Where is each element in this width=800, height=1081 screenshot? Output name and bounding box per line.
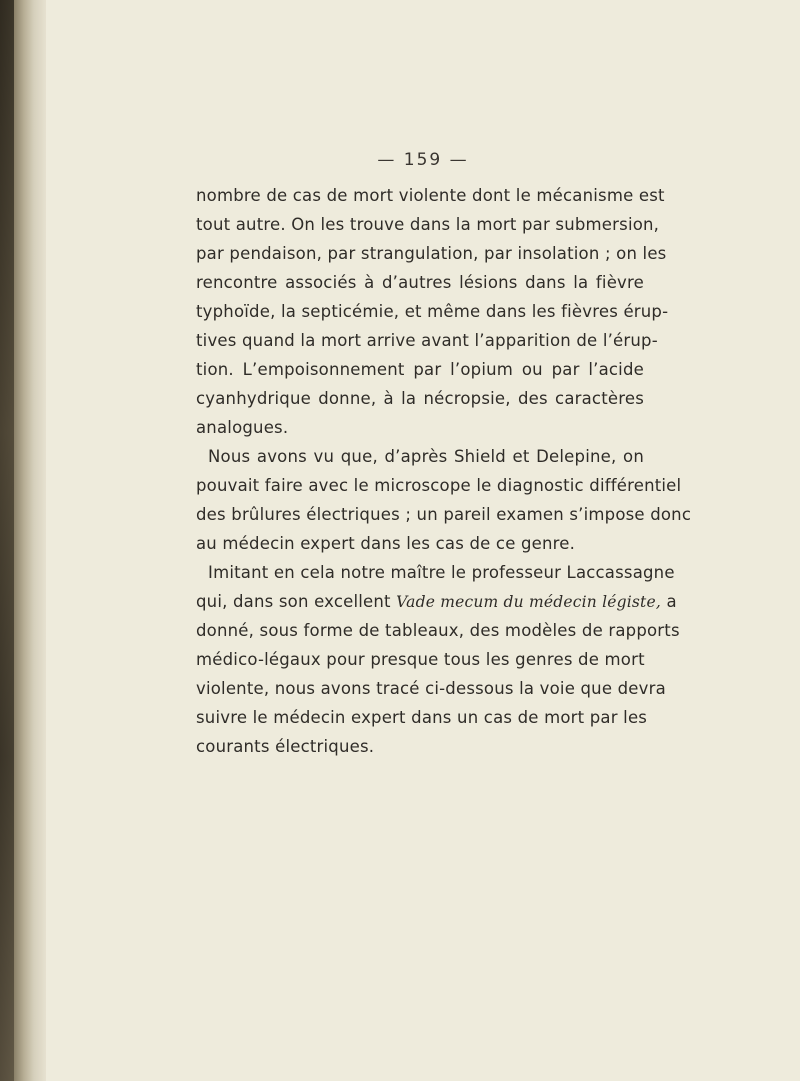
text-line: rencontre associés à d’autres lésions dans la fièvre (196, 273, 644, 292)
text-line-mixed (196, 587, 677, 616)
text-line: pouvait faire avec le microscope le diagnostic différentiel (196, 476, 682, 495)
text-line: des brûlures électriques ; un pareil examen s’impose donc (196, 505, 692, 524)
body-text (196, 181, 692, 761)
text-segment: qui, dans son excellent (196, 592, 391, 611)
text-line: cyanhydrique donne, à la nécropsie, des caractères (196, 389, 644, 408)
binding-shadow (0, 0, 14, 1081)
text-line: courants électriques. (196, 737, 375, 756)
text-line: typhoïde, la septicémie, et même dans les fièvres érup- (196, 302, 669, 321)
text-line: au médecin expert dans les cas de ce genre. (196, 534, 576, 553)
book-title-italic: Vade mecum du médecin légiste, (396, 593, 661, 611)
text-line: violente, nous avons tracé ci-dessous la voie que devra (196, 679, 666, 698)
text-line: nombre de cas de mort violente dont le mécanisme est (196, 186, 665, 205)
text-line: tives quand la mort arrive avant l’apparition de l’érup- (196, 331, 658, 350)
text-line: Nous avons vu que, d’après Shield et Delepine, on (208, 447, 644, 466)
text-line: Imitant en cela notre maître le professeur Laccassagne (208, 563, 675, 582)
book-page (46, 0, 800, 1081)
text-line: tion. L’empoisonnement par l’opium ou par l’acide (196, 360, 644, 379)
text-line: médico-légaux pour presque tous les genres de mort (196, 650, 645, 669)
page-number: — 159 — (377, 150, 469, 170)
text-line: par pendaison, par strangulation, par insolation ; on les (196, 244, 667, 263)
text-line: tout autre. On les trouve dans la mort par submersion, (196, 215, 660, 234)
text-segment: a (666, 592, 677, 611)
text-line: suivre le médecin expert dans un cas de mort par les (196, 708, 648, 727)
text-line: analogues. (196, 418, 289, 437)
text-line: donné, sous forme de tableaux, des modèles de rapports (196, 621, 680, 640)
